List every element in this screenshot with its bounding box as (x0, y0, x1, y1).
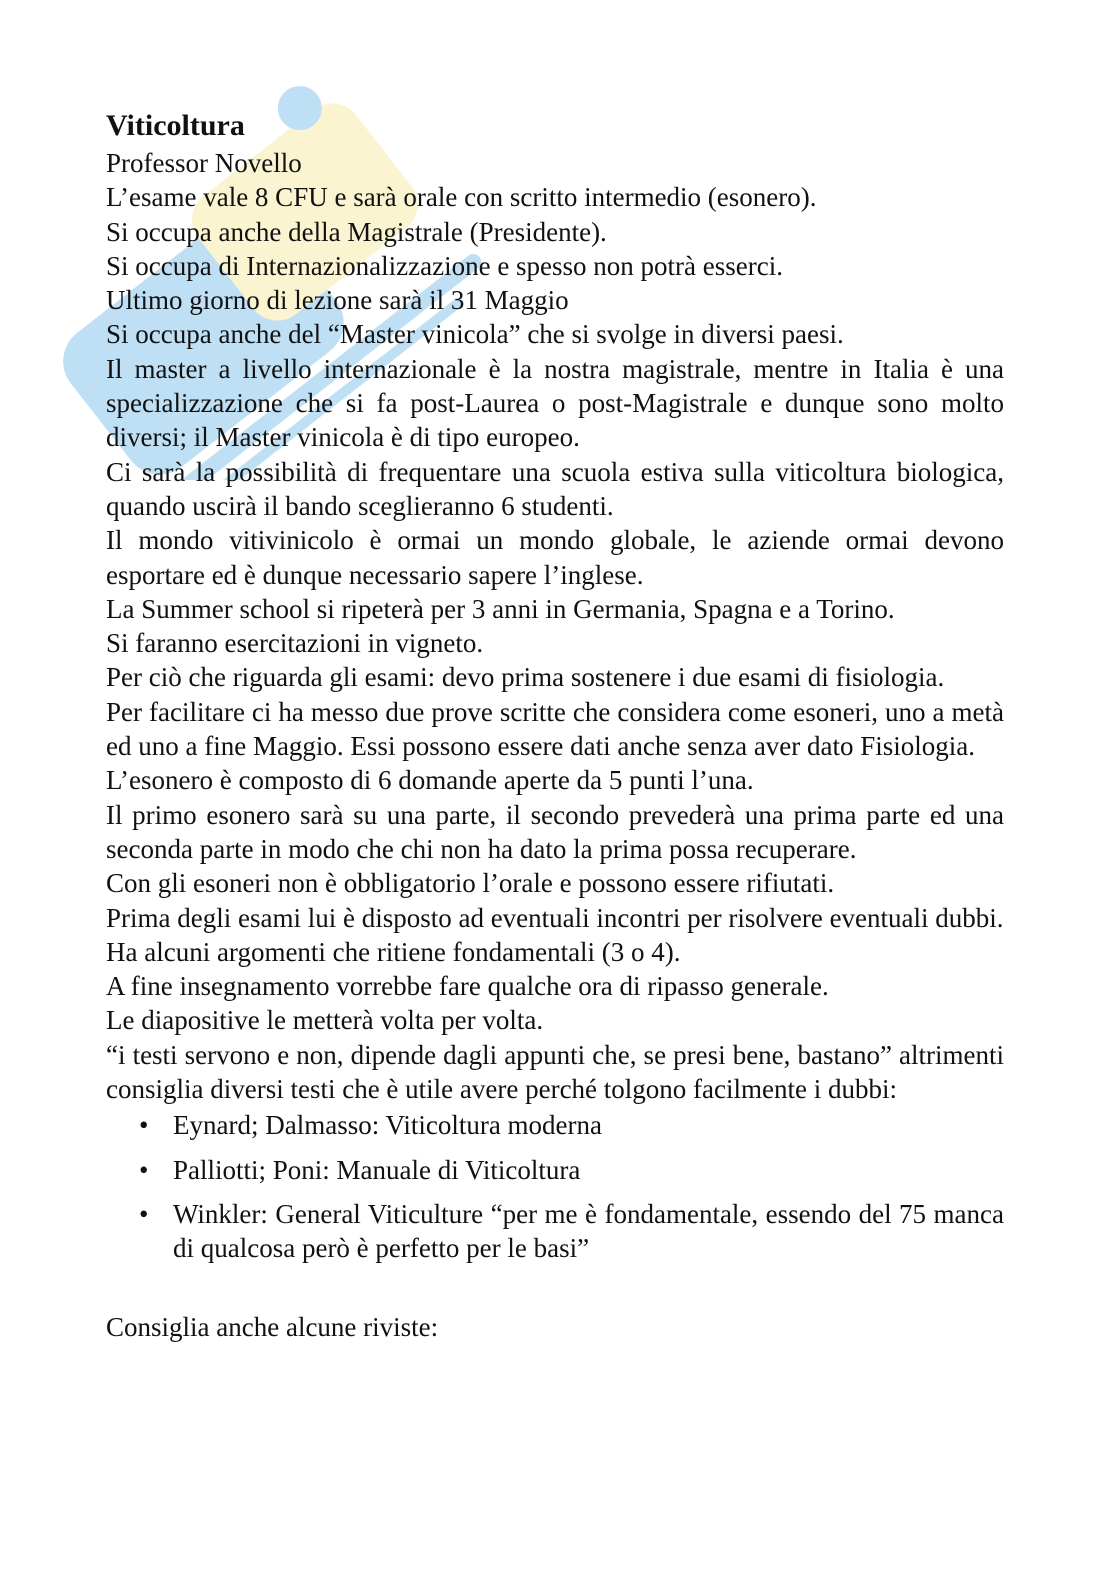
paragraph-key-topics: Ha alcuni argomenti che ritiene fondamentali (3 o 4). (106, 936, 681, 967)
book-title: Eynard; Dalmasso: Viticoltura moderna (173, 1110, 603, 1141)
paragraph-magistrale: Si occupa anche della Magistrale (Presidente). (106, 216, 607, 247)
spacer (106, 1276, 1004, 1310)
book-title: Palliotti; Poni: Manuale di Viticoltura (173, 1154, 581, 1185)
paragraph-master: Si occupa anche del “Master vinicola” che si svolge in diversi paesi. (106, 319, 844, 350)
document-body (106, 106, 1004, 1344)
list-item (106, 1197, 1004, 1266)
paragraph-esonero-parts: Il primo esonero sarà su una parte, il secondo prevederà una prima parte ed una seconda parte in modo che chi non ha dato la prima possa recuperare. (106, 799, 1004, 864)
paragraph-exam-credits: L’esame vale 8 CFU e sarà orale con scritto intermedio (esonero). (106, 182, 817, 213)
paragraph-last-lesson: Ultimo giorno di lezione sarà il 31 Maggio (106, 285, 569, 316)
book-title: Winkler: General Viticulture “per me è fondamentale, essendo del 75 manca di qualcosa però è perfetto per le basi” (173, 1198, 1004, 1264)
paragraph-global-world: Il mondo vitivinicolo è ormai un mondo globale, le aziende ormai devono esportare ed è dunque necessario sapere l’inglese. (106, 525, 1004, 590)
paragraph-master-details: Il master a livello internazionale è la nostra magistrale, mentre in Italia è una specializzazione che si fa post-Laurea o post-Magistrale e dunque sono molto diversi; il Master vinicola è di tipo europeo. (106, 353, 1004, 453)
paragraph-esonero-format: L’esonero è composto di 6 domande aperte da 5 punti l’una. (106, 765, 754, 796)
paragraph-oral-optional: Con gli esoneri non è obbligatorio l’orale e possono essere rifiutati. (106, 868, 835, 899)
paragraph-internationalization: Si occupa di Internazionalizzazione e spesso non potrà esserci. (106, 250, 783, 281)
document-title: Viticoltura (106, 109, 245, 142)
paragraph-summer-school: Ci sarà la possibilità di frequentare una scuola estiva sulla viticoltura biologica, quando uscirà il bando sceglieranno 6 studenti. (106, 456, 1004, 521)
bullet-icon: • (139, 1154, 149, 1185)
paragraph-review: A fine insegnamento vorrebbe fare qualche ora di ripasso generale. (106, 971, 829, 1002)
list-item (106, 1153, 1004, 1187)
paragraph-meetings: Prima degli esami lui è disposto ad eventuali incontri per risolvere eventuali dubbi. (106, 902, 1004, 933)
book-list (106, 1108, 1004, 1265)
bullet-icon: • (139, 1198, 149, 1229)
paragraph-exams-prerequisite: Per ciò che riguarda gli esami: devo prima sostenere i due esami di fisiologia. (106, 662, 945, 693)
paragraph-summer-school-repeat: La Summer school si ripeterà per 3 anni in Germania, Spagna e a Torino. (106, 593, 895, 624)
paragraph-slides: Le diapositive le metterà volta per volta. (106, 1005, 544, 1036)
paragraph-journals: Consiglia anche alcune riviste: (106, 1311, 439, 1342)
list-item (106, 1108, 1004, 1142)
paragraph-written-tests: Per facilitare ci ha messo due prove scritte che considera come esoneri, uno a metà ed uno a fine Maggio. Essi possono essere dati anche senza aver dato Fisiologia. (106, 696, 1004, 762)
bullet-icon: • (139, 1110, 149, 1141)
paragraph-professor: Professor Novello (106, 148, 302, 178)
paragraph-texts: “i testi servono e non, dipende dagli appunti che, se presi bene, bastano” altrimenti consiglia diversi testi che è utile avere perché tolgono facilmente i dubbi: (106, 1039, 1004, 1105)
paragraph-vineyard-exercises: Si faranno esercitazioni in vigneto. (106, 628, 484, 659)
